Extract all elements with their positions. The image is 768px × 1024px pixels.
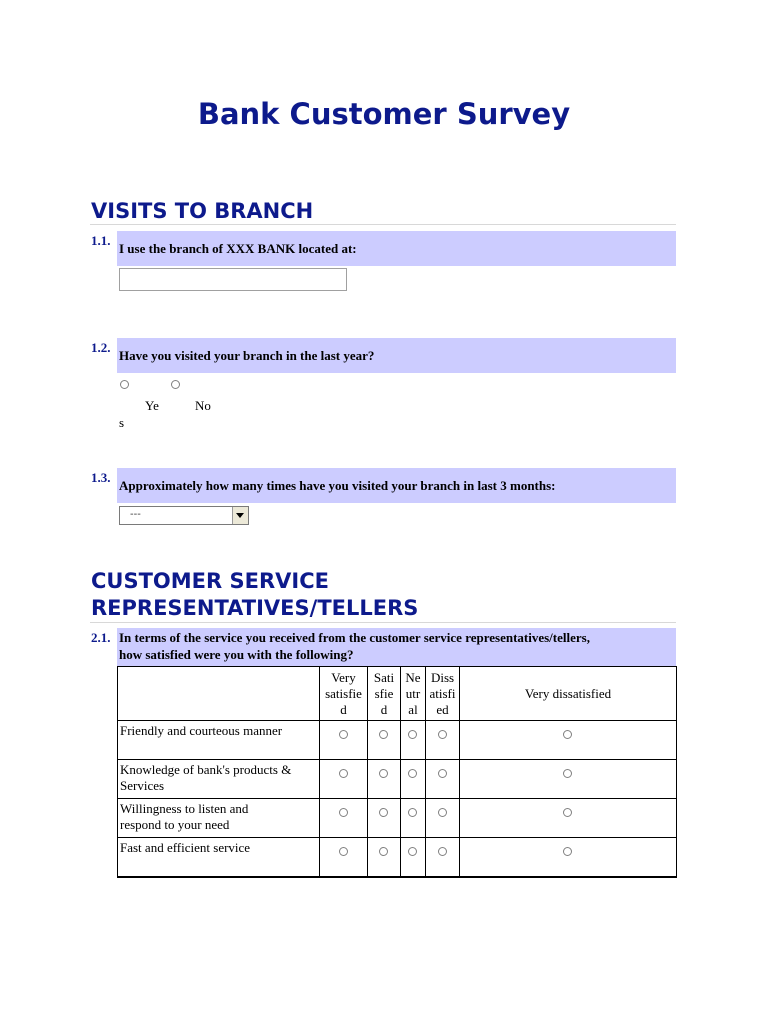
rating-radio[interactable] xyxy=(563,769,572,778)
rating-radio[interactable] xyxy=(563,730,572,739)
section-divider xyxy=(90,622,676,623)
section-heading-visits: VISITS TO BRANCH xyxy=(91,199,314,223)
rating-radio[interactable] xyxy=(379,808,388,817)
rating-radio[interactable] xyxy=(339,769,348,778)
select-value: --- xyxy=(130,509,141,520)
rating-radio[interactable] xyxy=(438,847,447,856)
question-number: 1.3. xyxy=(91,470,111,485)
question-number: 1.2. xyxy=(91,340,111,355)
question-text-line1: In terms of the service you received from the customer service representatives/tellers, xyxy=(119,630,590,645)
rating-radio[interactable] xyxy=(563,847,572,856)
header-very-satisfied: Very satisfie d xyxy=(320,667,368,721)
rating-radio[interactable] xyxy=(339,730,348,739)
question-text: Have you visited your branch in the last year? xyxy=(119,348,375,363)
header-blank xyxy=(118,667,320,721)
table-row xyxy=(118,838,677,877)
rating-radio[interactable] xyxy=(563,808,572,817)
table-row xyxy=(118,799,677,838)
header-very-dissatisfied: Very dissatisfied xyxy=(460,667,677,721)
header-satisfied: Sati sfie d xyxy=(368,667,401,721)
rating-radio[interactable] xyxy=(379,769,388,778)
question-number: 1.1. xyxy=(91,233,111,248)
rating-radio[interactable] xyxy=(408,808,417,817)
question-number: 2.1. xyxy=(91,630,111,645)
rating-radio[interactable] xyxy=(408,730,417,739)
rating-radio[interactable] xyxy=(438,769,447,778)
row-label: Friendly and courteous manner xyxy=(118,721,320,760)
page-title: Bank Customer Survey xyxy=(197,97,571,131)
branch-location-input[interactable] xyxy=(119,268,347,291)
section-heading-customer-service: CUSTOMER SERVICE xyxy=(91,569,329,593)
radio-no-label: No xyxy=(195,398,211,413)
visit-count-select[interactable] xyxy=(119,506,249,525)
question-text: I use the branch of XXX BANK located at: xyxy=(119,241,357,256)
chevron-down-icon[interactable] xyxy=(232,507,248,524)
row-label: Willingness to listen and respond to your need xyxy=(118,799,320,838)
radio-yes-label: Ye xyxy=(145,398,159,413)
rating-radio[interactable] xyxy=(438,730,447,739)
radio-yes-label-wrap: s xyxy=(119,415,125,430)
rating-radio[interactable] xyxy=(339,847,348,856)
rating-radio[interactable] xyxy=(438,808,447,817)
header-neutral: Ne utr al xyxy=(401,667,426,721)
rating-radio[interactable] xyxy=(379,847,388,856)
row-label: Fast and efficient service xyxy=(118,838,320,877)
satisfaction-table xyxy=(117,666,677,878)
question-text: Approximately how many times have you visited your branch in last 3 months: xyxy=(119,478,556,493)
radio-no[interactable] xyxy=(171,380,180,389)
rating-radio[interactable] xyxy=(408,847,417,856)
table-row xyxy=(118,760,677,799)
section-divider xyxy=(90,224,676,225)
table-header-row xyxy=(118,667,677,721)
rating-radio[interactable] xyxy=(339,808,348,817)
rating-radio[interactable] xyxy=(379,730,388,739)
question-text-line2: how satisfied were you with the following? xyxy=(119,647,354,662)
row-label: Knowledge of bank's products & Services xyxy=(118,760,320,799)
section-heading-tellers: REPRESENTATIVES/TELLERS xyxy=(91,596,419,620)
header-dissatisfied: Diss atisfi ed xyxy=(426,667,460,721)
radio-yes[interactable] xyxy=(120,380,129,389)
table-row xyxy=(118,721,677,760)
rating-radio[interactable] xyxy=(408,769,417,778)
